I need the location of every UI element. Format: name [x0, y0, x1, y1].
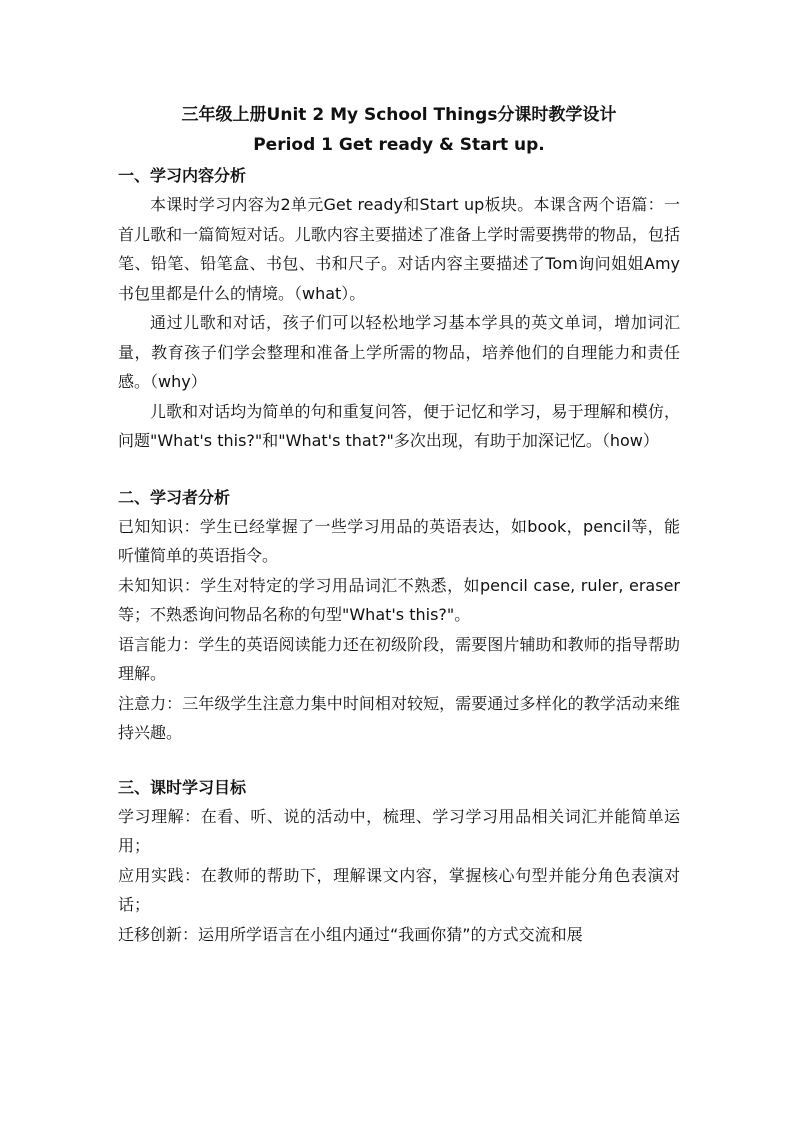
goal-learning-understanding: 学习理解：在看、听、说的活动中，梳理、学习学习用品相关词汇并能简单运用；	[118, 806, 680, 855]
goal-applied-practice: 应用实践：在教师的帮助下，理解课文内容，掌握核心句型并能分角色表演对话；	[118, 865, 680, 914]
paragraph-why: 通过儿歌和对话，孩子们可以轻松地学习基本学具的英文单词，增加词汇量，教育孩子们学会整理和准备上学所需的物品，培养他们的自理能力和责任感。（why）	[118, 313, 680, 391]
section-heading-learning-goals: 三、课时学习目标	[118, 777, 247, 797]
paragraph-how: 儿歌和对话均为简单的句和重复问答，便于记忆和学习，易于理解和模仿，问题"What's this?"和"What's that?"多次出现，有助于加深记忆。（how）	[118, 401, 680, 450]
goal-transfer-innovation: 迁移创新：运用所学语言在小组内通过“我画你猜”的方式交流和展	[118, 924, 583, 944]
learner-known-knowledge: 已知知识：学生已经掌握了一些学习用品的英语表达，如book，pencil等，能听懂简单的英语指令。	[118, 516, 680, 565]
learner-attention: 注意力：三年级学生注意力集中时间相对较短，需要通过多样化的教学活动来维持兴趣。	[118, 693, 680, 742]
document-subtitle: Period 1 Get ready & Start up.	[253, 135, 545, 155]
paragraph-what: 本课时学习内容为2单元Get ready和Start up板块。本课含两个语篇：一首儿歌和一篇简短对话。儿歌内容主要描述了准备上学时需要携带的物品，包括笔、铅笔、铅笔盒、书包、书和尺子。对话内容主要描述了Tom询问姐姐Amy书包里都是什么的情境。（what）。	[118, 195, 680, 303]
section-spacer	[118, 748, 680, 774]
document-title: 三年级上册Unit 2 My School Things分课时教学设计	[181, 105, 617, 125]
learner-language-ability: 语言能力：学生的英语阅读能力还在初级阶段，需要图片辅助和教师的指导帮助理解。	[118, 634, 680, 683]
learner-unknown-knowledge: 未知知识：学生对特定的学习用品词汇不熟悉，如pencil case, ruler, eraser等；不熟悉询问物品名称的句型"What's this?"。	[118, 575, 680, 624]
document-page	[118, 100, 680, 949]
section-heading-content-analysis: 一、学习内容分析	[118, 166, 247, 185]
section-spacer	[118, 456, 680, 484]
section-heading-learner-analysis: 二、学习者分析	[118, 487, 231, 507]
